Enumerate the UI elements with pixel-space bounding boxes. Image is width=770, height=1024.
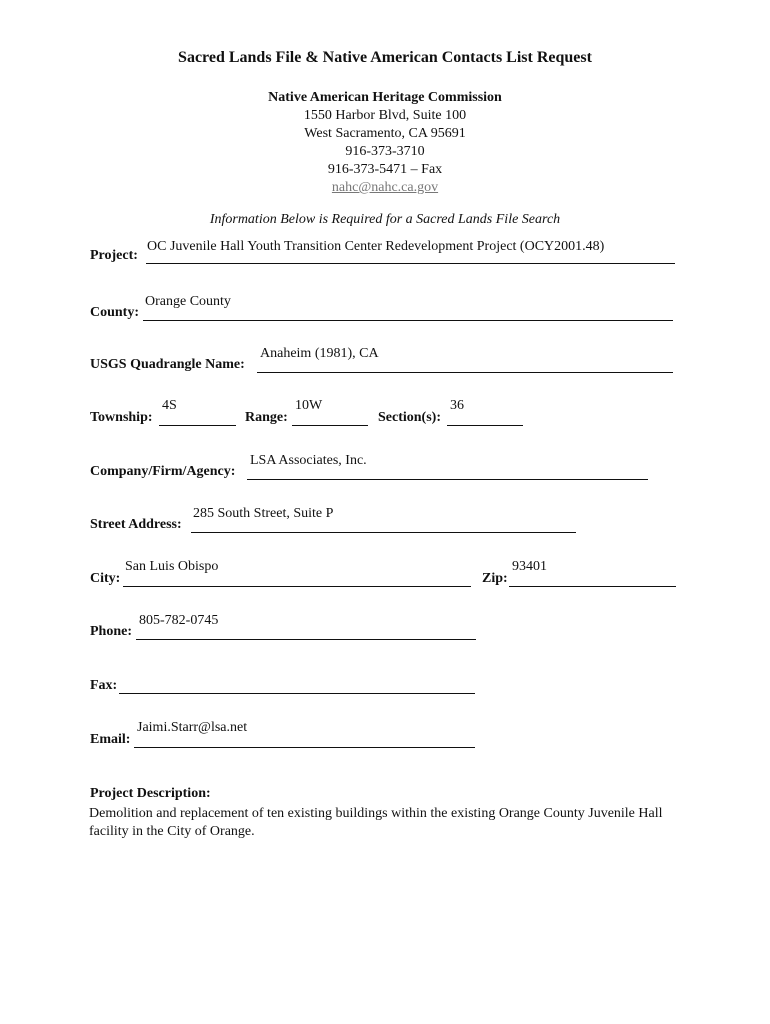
phone-label: Phone: — [90, 624, 132, 639]
phone-line — [136, 639, 476, 640]
usgs-line — [257, 372, 673, 373]
company-label: Company/Firm/Agency: — [90, 464, 236, 479]
county-field[interactable]: Orange County — [145, 294, 231, 309]
project-description-label: Project Description: — [90, 786, 211, 801]
zip-label: Zip: — [482, 571, 508, 586]
city-label: City: — [90, 571, 121, 586]
fax-line — [119, 693, 475, 694]
range-label: Range: — [245, 410, 288, 425]
email-field[interactable]: Jaimi.Starr@lsa.net — [137, 720, 248, 735]
township-line — [159, 425, 236, 426]
project-field[interactable]: OC Juvenile Hall Youth Transition Center Redevelopment Project (OCY2001.48) — [147, 239, 605, 254]
org-email-row — [0, 180, 770, 196]
street-line — [191, 532, 576, 533]
section-field[interactable]: 36 — [450, 398, 464, 413]
street-label: Street Address: — [90, 517, 182, 532]
zip-line — [509, 586, 676, 587]
project-description-text: Demolition and replacement of ten existing buildings within the existing Orange County Juvenile Hall facility in the City of Orange. — [89, 806, 663, 839]
company-field[interactable]: LSA Associates, Inc. — [250, 453, 367, 468]
fax-label: Fax: — [90, 678, 118, 693]
city-line — [123, 586, 471, 587]
city-field[interactable]: San Luis Obispo — [125, 559, 219, 574]
usgs-field[interactable]: Anaheim (1981), CA — [260, 346, 379, 361]
org-email-link[interactable]: nahc@nahc.ca.gov — [331, 180, 439, 195]
section-line — [447, 425, 523, 426]
county-line — [143, 320, 673, 321]
county-label: County: — [90, 305, 140, 320]
range-line — [292, 425, 368, 426]
email-line — [134, 747, 475, 748]
phone-field[interactable]: 805-782-0745 — [139, 613, 219, 628]
instruction-text: Information Below is Required for a Sacred Lands File Search — [209, 212, 561, 227]
org-fax: 916-373-5471 – Fax — [327, 162, 443, 177]
email-label: Email: — [90, 732, 131, 747]
township-label: Township: — [90, 410, 153, 425]
org-phone: 916-373-3710 — [345, 144, 425, 159]
project-label: Project: — [90, 248, 138, 263]
street-field[interactable]: 285 South Street, Suite P — [193, 506, 334, 521]
township-field[interactable]: 4S — [162, 398, 177, 413]
form-title: Sacred Lands File & Native American Contacts List Request — [178, 49, 592, 66]
section-label: Section(s): — [378, 410, 441, 425]
company-line — [247, 479, 648, 480]
org-address-line1: 1550 Harbor Blvd, Suite 100 — [303, 108, 467, 123]
usgs-label: USGS Quadrangle Name: — [90, 357, 245, 372]
org-name: Native American Heritage Commission — [268, 90, 502, 105]
zip-field[interactable]: 93401 — [512, 559, 547, 574]
project-line — [146, 263, 675, 264]
org-address-line2: West Sacramento, CA 95691 — [304, 126, 466, 141]
range-field[interactable]: 10W — [295, 398, 323, 413]
